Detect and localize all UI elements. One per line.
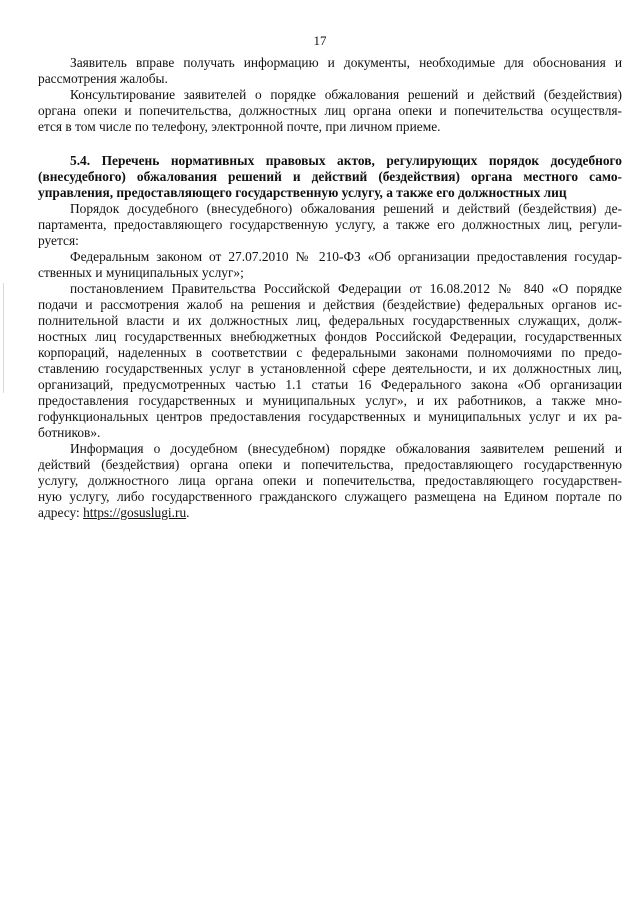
section-heading-line: управления, предоставляющего государственную услугу, а также его должностных лиц xyxy=(38,185,567,200)
paragraph-line: полнительной власти и их должностных лиц, федеральных государственных служащих, долж- xyxy=(38,313,622,328)
paragraph-line: подачи и рассмотрения жалоб на решения и действия (бездействие) федеральных органов ис- xyxy=(38,297,622,312)
paragraph-line: рассмотрения жалобы. xyxy=(38,71,168,86)
paragraph-line: Порядок досудебного (внесудебного) обжалования решений и действий (бездействия) де- xyxy=(70,201,622,216)
paragraph-line: действий (бездействия) органа опеки и попечительства, предоставляющего государственную xyxy=(38,457,622,472)
paragraph-line: ную услугу, либо государственного гражданского служащего размещена на Едином портале по xyxy=(38,489,622,504)
paragraph-line: ботников». xyxy=(38,425,101,440)
paragraph-line: Консультирование заявителей о порядке обжалования решений и действий (бездействия) xyxy=(70,87,622,102)
paragraph-line: гофункциональных центров предоставления государственных и муниципальных услуг и их ра- xyxy=(38,409,622,424)
gosuslugi-link[interactable]: https://gosuslugi.ru xyxy=(83,505,187,520)
paragraph-line: ственных и муниципальных услуг»; xyxy=(38,265,244,280)
address-suffix: . xyxy=(186,505,190,520)
section-heading-line: 5.4. Перечень нормативных правовых актов, регулирующих порядок досудебного xyxy=(70,153,622,168)
paragraph-line: услугу, должностного лица органа опеки и попечительства, предоставляющего государствен- xyxy=(38,473,622,488)
paragraph-line: партамента, предоставляющего государственную услугу, а также его должностных лиц, регули- xyxy=(38,217,622,232)
address-prefix: адресу: xyxy=(38,505,84,520)
paragraph-line: ставлению государственных услуг в установленной сфере деятельности, и их должностных лиц, xyxy=(38,361,622,376)
paragraph-line: ностных лиц государственных внебюджетных фондов Российской Федерации, государственных xyxy=(38,329,622,344)
scan-edge-mark xyxy=(3,283,4,393)
paragraph-line: ется в том числе по телефону, электронной почте, при личном приеме. xyxy=(38,119,441,134)
paragraph-line: Федеральным законом от 27.07.2010 № 210-ФЗ «Об организации предоставления государ- xyxy=(70,249,622,264)
paragraph-line: руется: xyxy=(38,233,79,248)
paragraph-line: организаций, предусмотренных частью 1.1 статьи 16 Федерального закона «Об организации xyxy=(38,377,622,392)
paragraph-line: постановлением Правительства Российской Федерации от 16.08.2012 № 840 «О порядке xyxy=(70,281,622,296)
page-number: 17 xyxy=(313,33,327,48)
paragraph-last-line xyxy=(38,505,190,521)
paragraph-line: органа опеки и попечительства, должностных лиц органа опеки и попечительства осуществля- xyxy=(38,103,622,118)
paragraph-line: Заявитель вправе получать информацию и документы, необходимые для обоснования и xyxy=(70,55,622,70)
paragraph-line: предоставления государственных и муниципальных услуг», и их работников, а также мно- xyxy=(38,393,622,408)
paragraph-line: корпораций, наделенных в соответствии с федеральными законами полномочиями по предо- xyxy=(38,345,622,360)
paragraph-line: Информация о досудебном (внесудебном) порядке обжалования заявителем решений и xyxy=(70,441,622,456)
section-heading-line: (внесудебного) обжалования решений и действий (бездействия) органа местного само- xyxy=(38,169,622,184)
